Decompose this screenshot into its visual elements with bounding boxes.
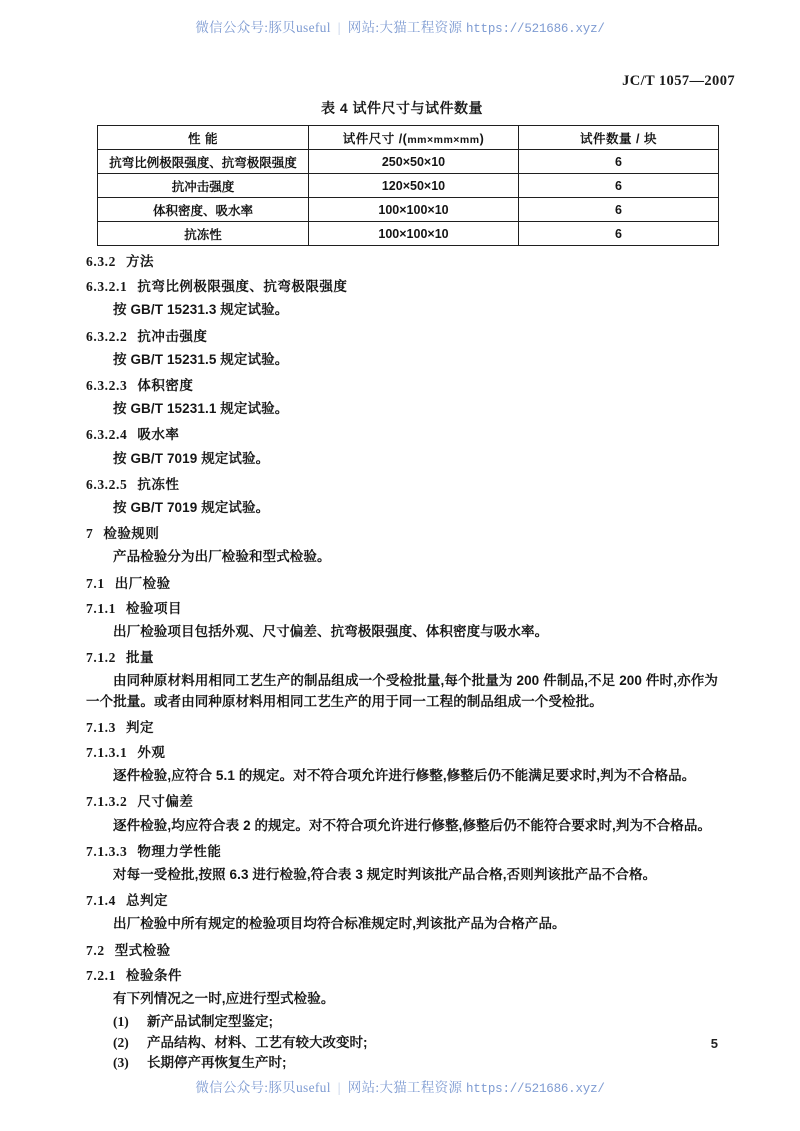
table-caption: 表 4 试件尺寸与试件数量 xyxy=(320,100,484,116)
section-heading-7 xyxy=(86,524,718,543)
watermark-url: https://521686.xyz/ xyxy=(465,1082,605,1096)
watermark-wechat-label: 微信公众号: xyxy=(195,1080,269,1095)
list-item-marker: (1) xyxy=(113,1014,129,1030)
section-number: 7.1.3.2 xyxy=(86,794,128,810)
list-item-label: 新产品试制定型鉴定; xyxy=(147,1014,273,1030)
watermark-wechat-label: 微信公众号: xyxy=(195,20,269,35)
watermark-wechat-name: 豚贝useful xyxy=(268,1080,331,1095)
section-number: 7 xyxy=(86,526,94,542)
section-heading-7-1-3-2 xyxy=(86,792,718,811)
watermark-site-label: 网站: xyxy=(347,20,380,35)
table-header-performance: 性 能 xyxy=(98,126,309,150)
section-heading-7-1-3-3 xyxy=(86,842,718,861)
table-cell-size: 100×100×10 xyxy=(309,198,519,222)
section-number: 7.2.1 xyxy=(86,967,116,983)
section-heading-6-3-2-5 xyxy=(86,475,718,494)
section-title: 抗冻性 xyxy=(137,476,180,492)
table-row xyxy=(98,174,719,198)
section-number: 6.3.2.3 xyxy=(86,377,128,393)
table-cell-size: 100×100×10 xyxy=(309,222,519,246)
section-heading-7-2 xyxy=(86,941,718,960)
section-title: 抗冲击强度 xyxy=(137,328,208,344)
section-heading-7-1-3 xyxy=(86,718,718,737)
table-cell-quantity: 6 xyxy=(519,174,719,198)
page-body xyxy=(86,98,718,1074)
watermark-top xyxy=(0,16,800,36)
section-title: 方法 xyxy=(126,254,154,269)
section-number: 6.3.2.5 xyxy=(86,476,128,492)
section-number: 7.1.3.3 xyxy=(86,843,128,859)
table-header-specimen-quantity: 试件数量 / 块 xyxy=(519,126,719,150)
section-paragraph: 逐件检验,应符合 5.1 的规定。对不符合项允许进行修整,修整后仍不能满足要求时,判为不合格品。 xyxy=(113,768,696,784)
table-row xyxy=(98,150,719,174)
section-heading-7-1 xyxy=(86,574,718,593)
table-header-row xyxy=(98,126,719,150)
section-number: 7.1.4 xyxy=(86,893,116,909)
section-heading-7-1-2 xyxy=(86,648,718,667)
watermark-separator: | xyxy=(337,1080,341,1095)
section-number: 7.1.3.1 xyxy=(86,744,128,760)
table-cell-size: 250×50×10 xyxy=(309,150,519,174)
section-number: 7.1.3 xyxy=(86,719,116,735)
section-title: 吸水率 xyxy=(137,427,180,443)
section-title: 检验规则 xyxy=(103,526,160,542)
list-item-label: 产品结构、材料、工艺有较大改变时; xyxy=(147,1034,368,1050)
list-item xyxy=(86,1033,718,1054)
table-header-specimen-size: 试件尺寸 /(mm×mm×mm) xyxy=(309,126,519,150)
table-cell-size: 120×50×10 xyxy=(309,174,519,198)
list-item xyxy=(86,1012,718,1033)
running-head-standard-number: JC/T 1057—2007 xyxy=(622,73,735,89)
section-title: 检验项目 xyxy=(126,600,182,616)
table-cell-quantity: 6 xyxy=(519,198,719,222)
section-title: 批量 xyxy=(126,650,154,666)
section-number: 6.3.2.1 xyxy=(86,279,128,295)
section-heading-6-3-2-3 xyxy=(86,376,718,395)
section-paragraph: 由同种原材料用相同工艺生产的制品组成一个受检批量,每个批量为 200 件制品,不足 200 件时,亦作为一个批量。或者由同种原材料用相同工艺生产的用于同一工程的制品组成一个受检批。 xyxy=(86,673,718,709)
table-cell-quantity: 6 xyxy=(519,150,719,174)
table-cell-performance: 抗冲击强度 xyxy=(98,174,309,198)
watermark-bottom xyxy=(0,1076,800,1096)
table-cell-performance: 体积密度、吸水率 xyxy=(98,198,309,222)
table-row xyxy=(98,198,719,222)
section-title: 检验条件 xyxy=(126,967,182,983)
table-cell-performance: 抗冻性 xyxy=(98,222,309,246)
watermark-url: https://521686.xyz/ xyxy=(465,22,605,36)
section-title: 总判定 xyxy=(126,893,168,909)
section-paragraph: 产品检验分为出厂检验和型式检验。 xyxy=(113,549,331,565)
section-paragraph: 按 GB/T 7019 规定试验。 xyxy=(113,450,270,466)
section-title: 抗弯比例极限强度、抗弯极限强度 xyxy=(137,279,348,295)
section-number: 6.3.2 xyxy=(86,254,116,269)
section-title: 外观 xyxy=(137,744,166,760)
list-item-marker: (2) xyxy=(113,1034,129,1050)
section-title: 尺寸偏差 xyxy=(137,794,194,810)
page-number: 5 xyxy=(710,1036,718,1051)
watermark-site-label: 网站: xyxy=(347,1080,380,1095)
section-paragraph: 对每一受检批,按照 6.3 进行检验,符合表 3 规定时判该批产品合格,否则判该批产品不合格。 xyxy=(113,866,657,882)
section-title: 物理力学性能 xyxy=(137,843,222,859)
section-heading-6-3-2-4 xyxy=(86,425,718,444)
section-number: 7.2 xyxy=(86,942,105,958)
watermark-separator: | xyxy=(337,20,341,35)
section-paragraph: 逐件检验,均应符合表 2 的规定。对不符合项允许进行修整,修整后仍不能符合要求时,判为不合格品。 xyxy=(113,817,712,833)
watermark-site-name: 大猫工程资源 xyxy=(379,20,463,35)
section-title: 型式检验 xyxy=(114,942,171,958)
section-number: 7.1.1 xyxy=(86,600,116,616)
section-heading-6-3-2-1 xyxy=(86,277,718,296)
specimen-size-quantity-table xyxy=(97,125,719,246)
section-paragraph: 按 GB/T 7019 规定试验。 xyxy=(113,499,270,515)
section-title: 体积密度 xyxy=(137,377,194,393)
section-heading-6-3-2-2 xyxy=(86,327,718,346)
watermark-site-name: 大猫工程资源 xyxy=(379,1080,463,1095)
section-paragraph: 按 GB/T 15231.1 规定试验。 xyxy=(113,401,289,417)
section-heading-7-2-1 xyxy=(86,966,718,985)
table-row xyxy=(98,222,719,246)
section-number: 7.1.2 xyxy=(86,650,116,666)
section-paragraph: 出厂检验项目包括外观、尺寸偏差、抗弯极限强度、体积密度与吸水率。 xyxy=(113,623,549,639)
list-item xyxy=(86,1053,718,1074)
section-paragraph: 按 GB/T 15231.3 规定试验。 xyxy=(113,302,289,318)
list-item-label: 长期停产再恢复生产时; xyxy=(147,1055,287,1071)
section-heading-7-1-4 xyxy=(86,891,718,910)
list-item-marker: (3) xyxy=(113,1055,129,1071)
type-inspection-condition-list xyxy=(86,1012,718,1074)
section-paragraph: 出厂检验中所有规定的检验项目均符合标准规定时,判该批产品为合格产品。 xyxy=(113,916,566,932)
section-number: 7.1 xyxy=(86,575,105,591)
section-heading-6-3-2 xyxy=(86,252,718,271)
section-number: 6.3.2.2 xyxy=(86,328,128,344)
section-heading-7-1-1 xyxy=(86,599,718,618)
table-cell-performance: 抗弯比例极限强度、抗弯极限强度 xyxy=(98,150,309,174)
section-number: 6.3.2.4 xyxy=(86,427,128,443)
table-cell-quantity: 6 xyxy=(519,222,719,246)
section-paragraph: 有下列情况之一时,应进行型式检验。 xyxy=(113,990,335,1006)
section-paragraph: 按 GB/T 15231.5 规定试验。 xyxy=(113,351,289,367)
section-title: 判定 xyxy=(126,719,154,735)
section-heading-7-1-3-1 xyxy=(86,743,718,762)
section-title: 出厂检验 xyxy=(114,575,171,591)
watermark-wechat-name: 豚贝useful xyxy=(268,20,331,35)
